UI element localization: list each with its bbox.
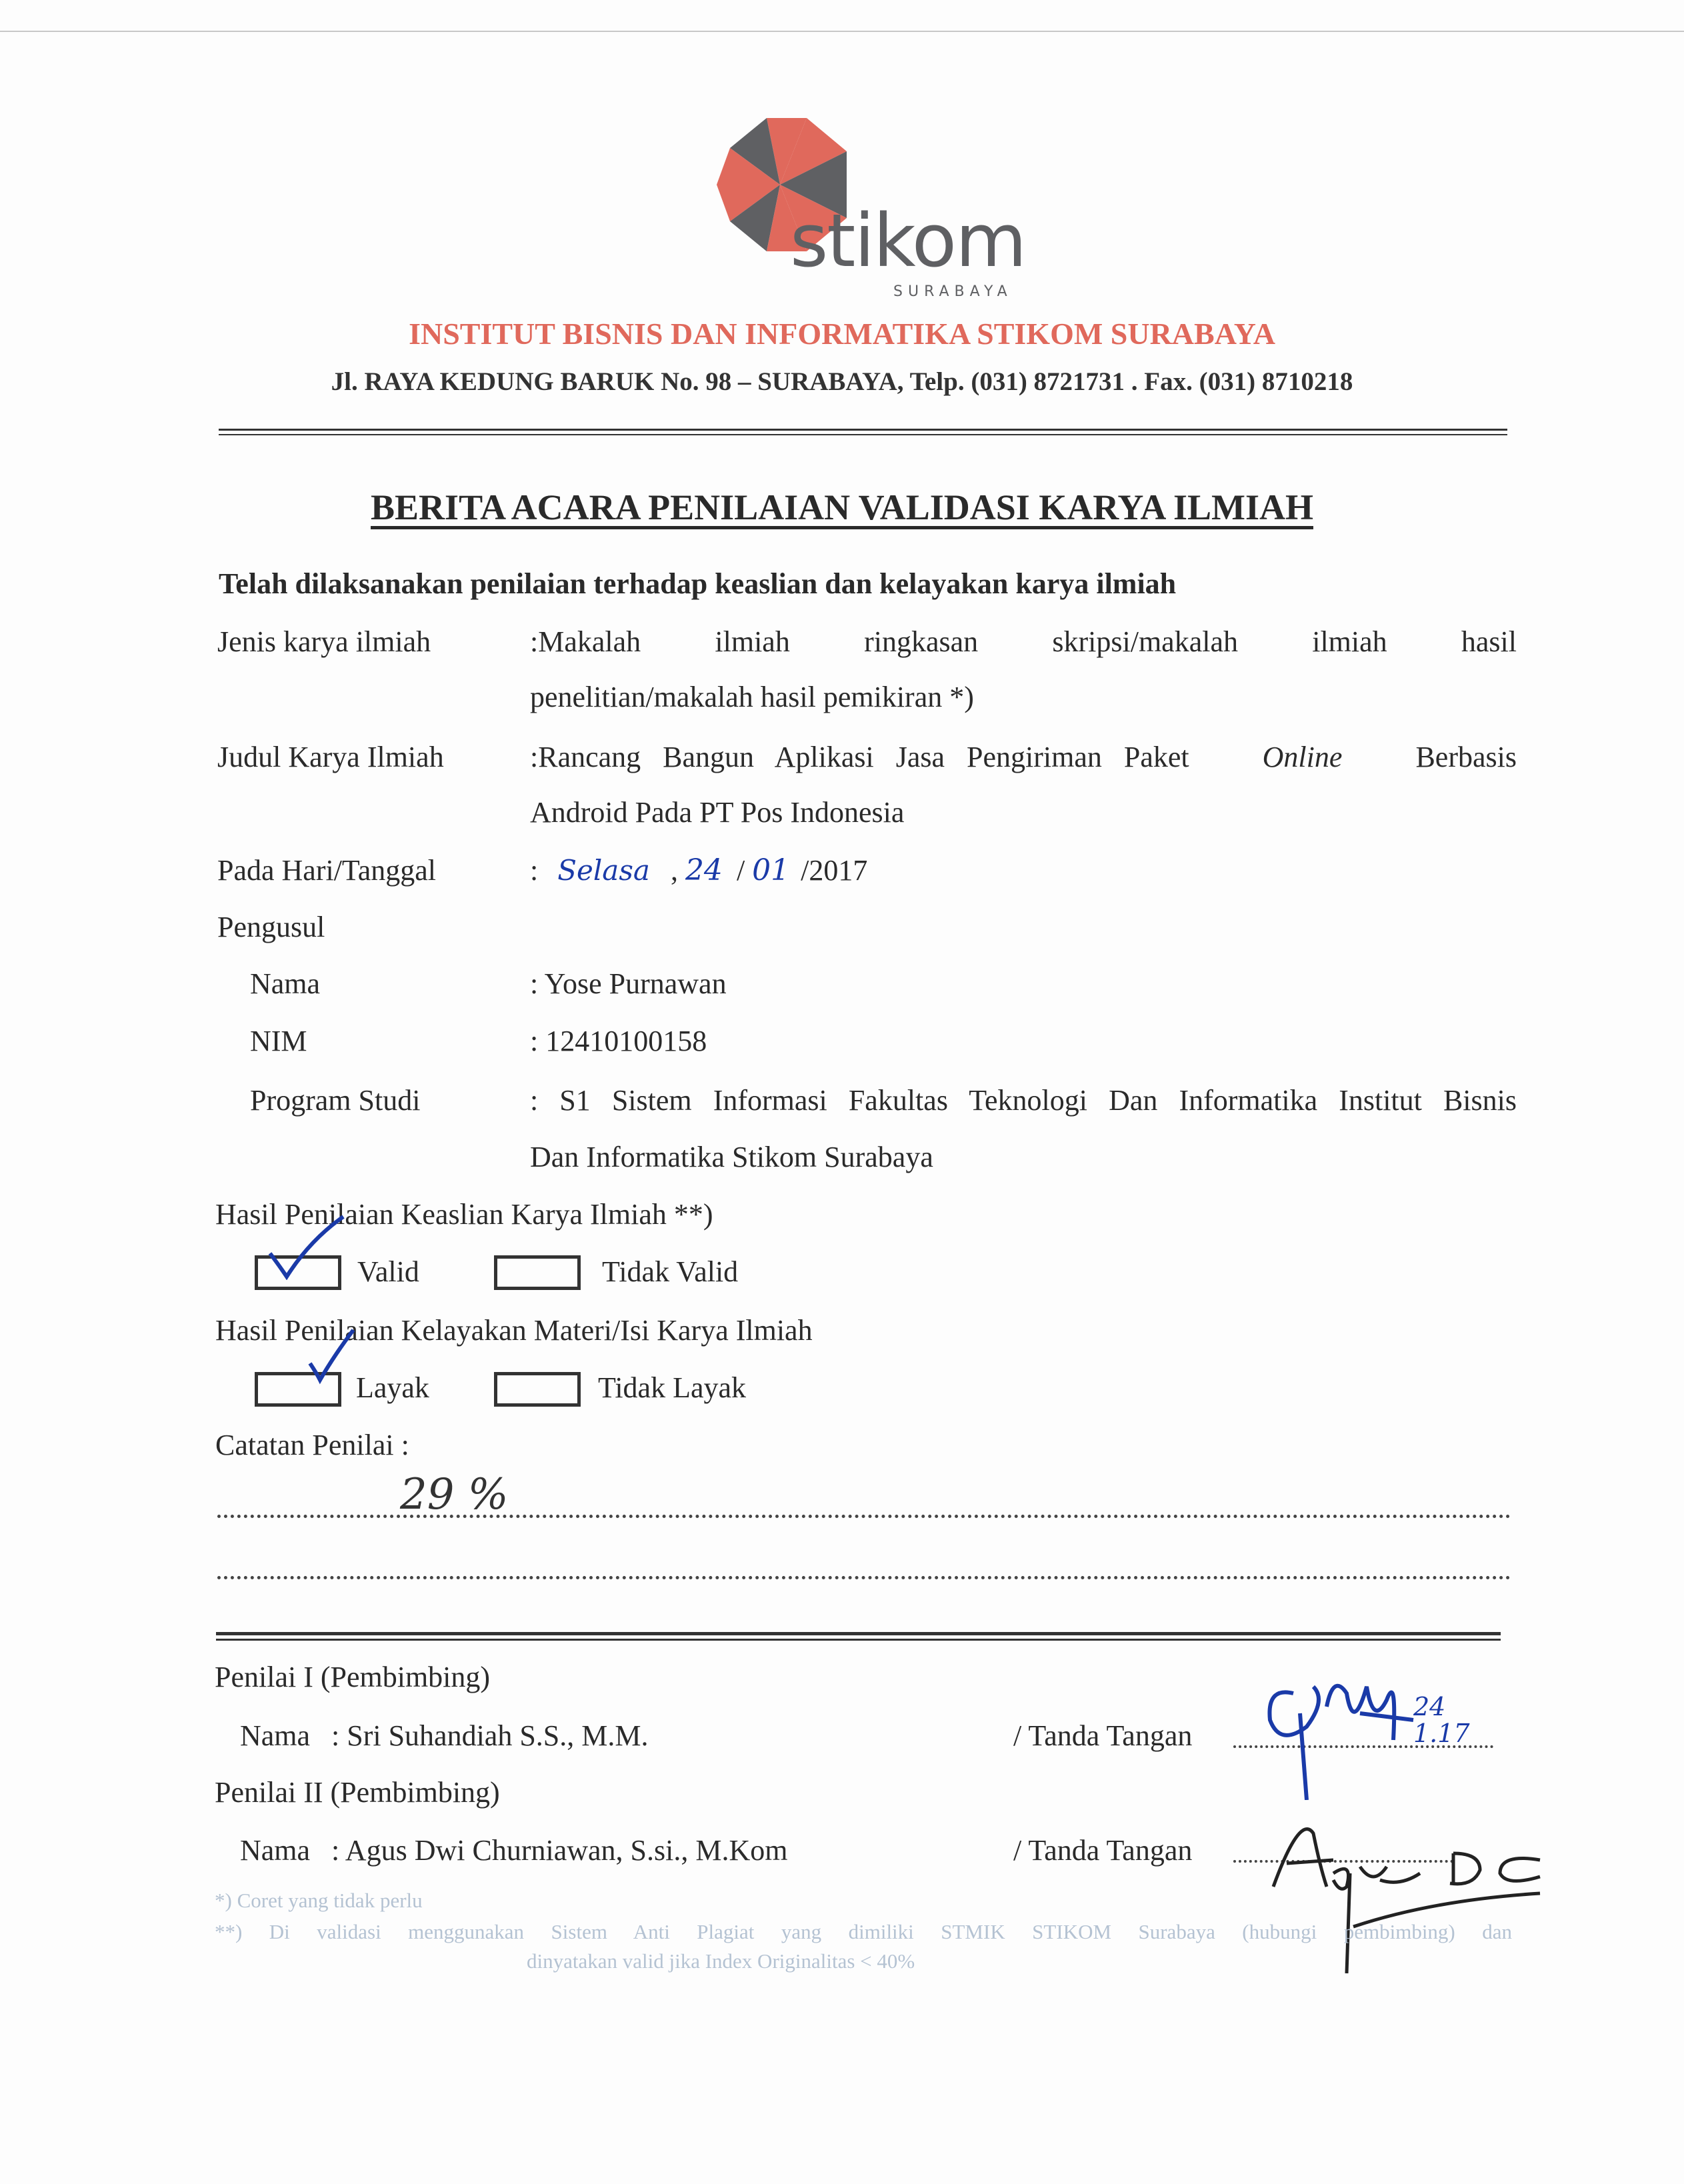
tanggal-label: Pada Hari/Tanggal [217,854,437,887]
prodi-value: : S1 Sistem Informasi Fakultas Teknologi Dan Informatika Institut Bisnis [530,1084,1517,1117]
valid-label: Valid [357,1255,419,1288]
signature-1 [1253,1647,1533,1800]
footnote: **) Di validasi menggunakan Sistem Anti Plagiat yang dimiliki STMIK STIKOM Surabaya (hubungi pembimbing) dan [215,1920,1512,1943]
year: /2017 [801,854,868,887]
penilai-1-heading: Penilai I (Pembimbing) [215,1661,491,1693]
handwritten-month: 01 [752,853,790,887]
handwritten-date: 24 [685,853,723,887]
footnote: *) Coret yang tidak perlu [215,1889,423,1912]
institution-address: Jl. RAYA KEDUNG BARUK No. 98 – SURABAYA, Telp. (031) 8721731 . Fax. (031) 8710218 [331,367,1353,396]
nim-value: : 12410100158 [530,1025,707,1057]
header-divider [219,429,1507,431]
catatan-label: Catatan Penilai : [215,1429,409,1461]
jenis-value-cont: penelitian/makalah hasil pemikiran *) [530,681,974,713]
handwritten-note: 29 % [400,1470,509,1519]
penilai-2-ttd-label: / Tanda Tangan [1013,1834,1193,1867]
jenis-value: :Makalah ilmiah ringkasan skripsi/makalah ilmiah hasil [530,625,1517,658]
colon: : [530,854,539,887]
tidak-valid-checkbox[interactable] [494,1255,581,1290]
penilai-2-nama-label: Nama [240,1834,311,1867]
penilai-1-nama-value: : Sri Suhandiah S.S., M.M. [331,1719,649,1752]
keaslian-label: Hasil Penilaian Keaslian Karya Ilmiah **) [215,1198,713,1231]
judul-label: Judul Karya Ilmiah [217,741,444,773]
judul-value-cont: Android Pada PT Pos Indonesia [530,796,905,829]
judul-value [530,740,1517,774]
institution-name: INSTITUT BISNIS DAN INFORMATIKA STIKOM SURABAYA [409,317,1275,351]
header-divider [219,434,1507,435]
nama-label: Nama [250,967,321,1000]
dotted-line [217,1576,1511,1579]
footnote: dinyatakan valid jika Index Originalitas < 40% [527,1949,915,1973]
judul-value-part: Berbasis [1415,741,1517,773]
checkmark-icon [257,1213,350,1280]
jenis-label: Jenis karya ilmiah [217,625,431,658]
tanggal-value [530,853,867,887]
tidak-layak-label: Tidak Layak [598,1371,747,1404]
scan-edge-line [0,31,1684,32]
signature-1-date-note: 24 1.17 [1413,1692,1470,1748]
document-title: BERITA ACARA PENILAIAN VALIDASI KARYA ILMIAH [371,487,1313,527]
stikom-logo [717,111,1030,305]
tidak-valid-label: Tidak Valid [602,1255,739,1288]
kelayakan-label: Hasil Penilaian Kelayakan Materi/Isi Karya Ilmiah [215,1314,813,1347]
logo-subtext: SURABAYA [893,283,1013,300]
prodi-value-cont: Dan Informatika Stikom Surabaya [530,1141,933,1173]
nama-value: : Yose Purnawan [530,967,727,1000]
penilai-2-nama-value: : Agus Dwi Churniawan, S.si., M.Kom [331,1834,788,1867]
nim-label: NIM [250,1025,307,1057]
separator: , [670,854,678,887]
signature-2 [1260,1800,1553,1973]
penilai-1-ttd-label: / Tanda Tangan [1013,1719,1193,1752]
penilai-1-nama-label: Nama [240,1719,311,1752]
pengusul-label: Pengusul [217,911,325,943]
logo-wordmark: stikom [790,198,1026,283]
judul-value-italic: Online [1262,741,1343,773]
penilai-2-heading: Penilai II (Pembimbing) [215,1776,500,1809]
section-divider [216,1632,1501,1635]
tidak-layak-checkbox[interactable] [494,1372,581,1407]
prodi-label: Program Studi [250,1084,421,1117]
separator: / [736,854,745,887]
intro-text: Telah dilaksanakan penilaian terhadap keaslian dan kelayakan karya ilmiah [219,567,1177,600]
judul-value-part: :Rancang Bangun Aplikasi Jasa Pengiriman Paket [530,741,1189,773]
layak-label: Layak [356,1371,429,1404]
handwritten-day: Selasa [557,854,650,887]
section-divider [216,1639,1501,1641]
